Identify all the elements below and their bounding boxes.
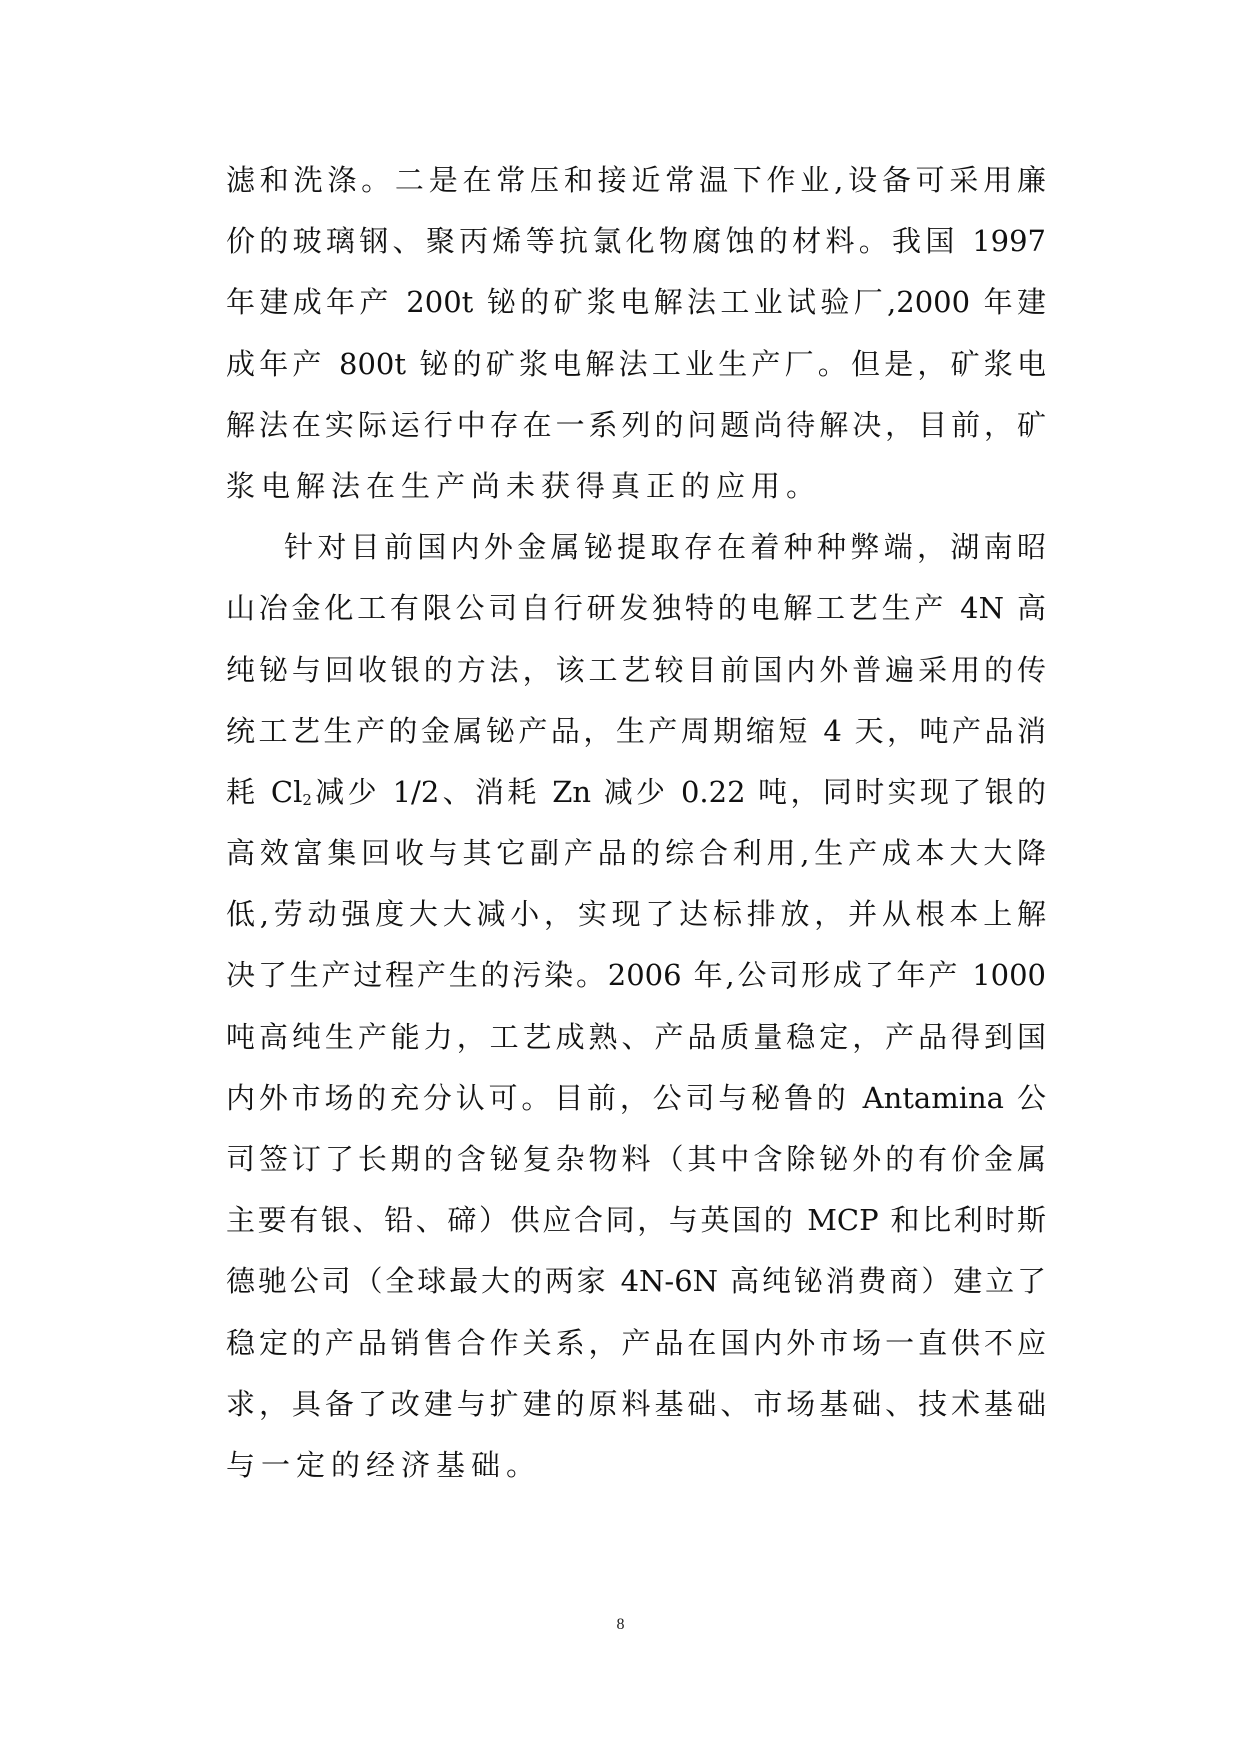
text-line: 司签订了长期的含铋复杂物料（其中含除铋外的有价金属 bbox=[226, 1142, 1046, 1176]
text-line: 决了生产过程产生的污染。2006 年,公司形成了年产 1000 bbox=[226, 958, 1046, 993]
formula-prefix: 耗 Cl bbox=[226, 774, 303, 809]
text-line: 稳定的产品销售合作关系，产品在国内外市场一直供不应 bbox=[226, 1325, 1046, 1360]
text-line: 滤和洗涤。二是在常压和接近常温下作业,设备可采用廉 bbox=[226, 163, 1046, 197]
page-number: 8 bbox=[616, 1616, 625, 1633]
text-line-with-formula bbox=[226, 762, 1046, 823]
text-line: 统工艺生产的金属铋产品，生产周期缩短 4 天，吨产品消 bbox=[226, 713, 1046, 748]
text-line: 解法在实际运行中存在一系列的问题尚待解决，目前，矿 bbox=[226, 407, 1046, 442]
paragraph-1 bbox=[226, 150, 1046, 517]
text-line: 价的玻璃钢、聚丙烯等抗氯化物腐蚀的材料。我国 1997 bbox=[226, 224, 1046, 259]
text-line: 纯铋与回收银的方法，该工艺较目前国内外普遍采用的传 bbox=[226, 652, 1046, 687]
text-line: 与一定的经济基础。 bbox=[226, 1447, 542, 1482]
text-line: 山冶金化工有限公司自行研发独特的电解工艺生产 4N 高 bbox=[226, 591, 1046, 626]
text-line: 年建成年产 200t 铋的矿浆电解法工业试验厂,2000 年建 bbox=[226, 285, 1046, 320]
paragraph-2 bbox=[226, 517, 1046, 1496]
text-line: 浆电解法在生产尚未获得真正的应用。 bbox=[226, 468, 822, 503]
text-line: 内外市场的充分认可。目前，公司与秘鲁的 Antamina 公 bbox=[226, 1080, 1046, 1115]
text-line: 求，具备了改建与扩建的原料基础、市场基础、技术基础 bbox=[226, 1386, 1046, 1421]
text-line: 德驰公司（全球最大的两家 4N-6N 高纯铋消费商）建立了 bbox=[226, 1264, 1046, 1299]
chemical-subscript: 2 bbox=[302, 790, 312, 809]
text-line: 高效富集回收与其它副产品的综合利用,生产成本大大降 bbox=[226, 836, 1046, 871]
body-text bbox=[226, 150, 1046, 1496]
text-line: 成年产 800t 铋的矿浆电解法工业生产厂。但是，矿浆电 bbox=[226, 346, 1046, 381]
text-line: 吨高纯生产能力，工艺成熟、产品质量稳定，产品得到国 bbox=[226, 1019, 1046, 1054]
text-line: 低,劳动强度大大减小，实现了达标排放，并从根本上解 bbox=[226, 897, 1046, 932]
text-line: 主要有银、铅、碲）供应合同，与英国的 MCP 和比利时斯 bbox=[226, 1203, 1046, 1238]
formula-suffix: 减少 1/2、消耗 Zn 减少 0.22 吨，同时实现了银的 bbox=[311, 774, 1046, 809]
text-line: 针对目前国内外金属铋提取存在着种种弊端，湖南昭 bbox=[284, 530, 1046, 565]
